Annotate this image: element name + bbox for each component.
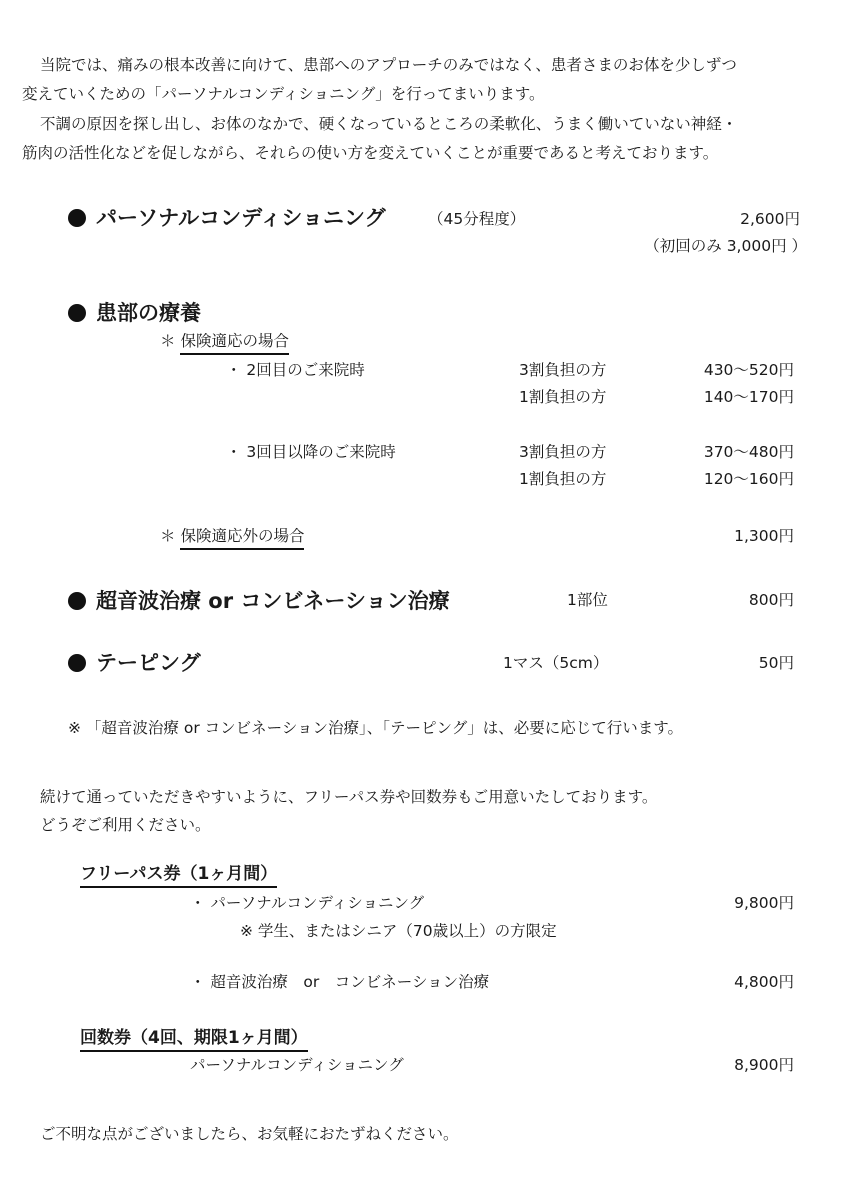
bullet-icon — [68, 592, 86, 610]
bullet-icon — [68, 654, 86, 672]
coupon-item: パーソナルコンディショニング — [190, 1056, 404, 1074]
free-pass-title: フリーパス券（1ヶ月間） — [80, 866, 277, 888]
pass-intro-line1: 続けて通っていただきやすいように、フリーパス券や回数券もご用意いたしております。 — [40, 788, 658, 806]
closing: ご不明な点がございましたら、お気軽におたずねください。 — [40, 1125, 459, 1143]
personal-title: パーソナルコンディショニング — [96, 206, 386, 230]
third-visit: ・ 3回目以降のご来院時 — [226, 443, 396, 461]
care-heading — [68, 303, 201, 324]
personal-heading — [68, 208, 386, 229]
pass-intro-line2: どうぞご利用ください。 — [40, 816, 211, 834]
bullet-icon — [68, 304, 86, 322]
care-burden-3: 3割負担の方 — [519, 443, 607, 461]
taping-title: テーピング — [96, 651, 201, 675]
intro-p2-line1: 不調の原因を探し出し、お体のなかで、硬くなっているところの柔軟化、うまく働いていない神経・ — [40, 115, 738, 133]
care-price-4: 120〜160円 — [703, 470, 794, 488]
free-pass-item1-price: 9,800円 — [734, 894, 794, 912]
ultrasound-title: 超音波治療 or コンビネーション治療 — [96, 589, 450, 613]
care-price-2: 140〜170円 — [703, 388, 794, 406]
intro-p1-line1: 当院では、痛みの根本改善に向けて、患部へのアプローチのみではなく、患者さまのお体を少しずつ — [40, 56, 737, 74]
asterisk: ＊ — [160, 332, 176, 350]
personal-price: 2,600円 — [740, 210, 800, 228]
taping-unit: 1マス（5cm） — [503, 654, 609, 672]
coupon-price: 8,900円 — [734, 1056, 794, 1074]
free-pass-item2: ・ 超音波治療 or コンビネーション治療 — [190, 973, 490, 991]
intro-p2-line2: 筋肉の活性化などを促しながら、それらの使い方を変えていくことが重要であると考えております。 — [22, 144, 719, 162]
care-burden-2: 1割負担の方 — [519, 388, 607, 406]
care-title: 患部の療養 — [96, 301, 201, 325]
uninsured-label: 保険適応外の場合 — [180, 527, 304, 550]
free-pass-item2-price: 4,800円 — [734, 973, 794, 991]
bullet-icon — [68, 209, 86, 227]
intro-p1-line2: 変えていくための「パーソナルコンディショニング」を行ってまいります。 — [22, 85, 545, 103]
ultrasound-heading — [68, 591, 450, 612]
ultrasound-unit: 1部位 — [567, 591, 608, 609]
taping-heading — [68, 653, 201, 674]
second-visit: ・ 2回目のご来院時 — [226, 361, 365, 379]
insured-line — [160, 334, 289, 350]
care-burden-4: 1割負担の方 — [519, 470, 607, 488]
free-pass-item1: ・ パーソナルコンディショニング — [190, 894, 425, 912]
care-price-1: 430〜520円 — [703, 361, 794, 379]
care-burden-1: 3割負担の方 — [519, 361, 607, 379]
personal-duration: （45分程度） — [428, 210, 526, 228]
uninsured-line — [160, 529, 304, 545]
insured-label: 保険適応の場合 — [180, 332, 289, 355]
coupon-title: 回数券（4回、期限1ヶ月間） — [80, 1030, 308, 1052]
care-price-3: 370〜480円 — [703, 443, 794, 461]
free-pass-item1-note: ※ 学生、またはシニア（70歳以上）の方限定 — [240, 922, 557, 940]
note: ※ 「超音波治療 or コンビネーション治療」、「テーピング」は、必要に応じて行います。 — [68, 719, 683, 737]
taping-price: 50円 — [758, 654, 794, 672]
personal-first-time: （初回のみ 3,000円 ） — [644, 237, 807, 255]
asterisk: ＊ — [160, 527, 176, 545]
ultrasound-price: 800円 — [748, 591, 794, 609]
uninsured-price: 1,300円 — [734, 527, 794, 545]
